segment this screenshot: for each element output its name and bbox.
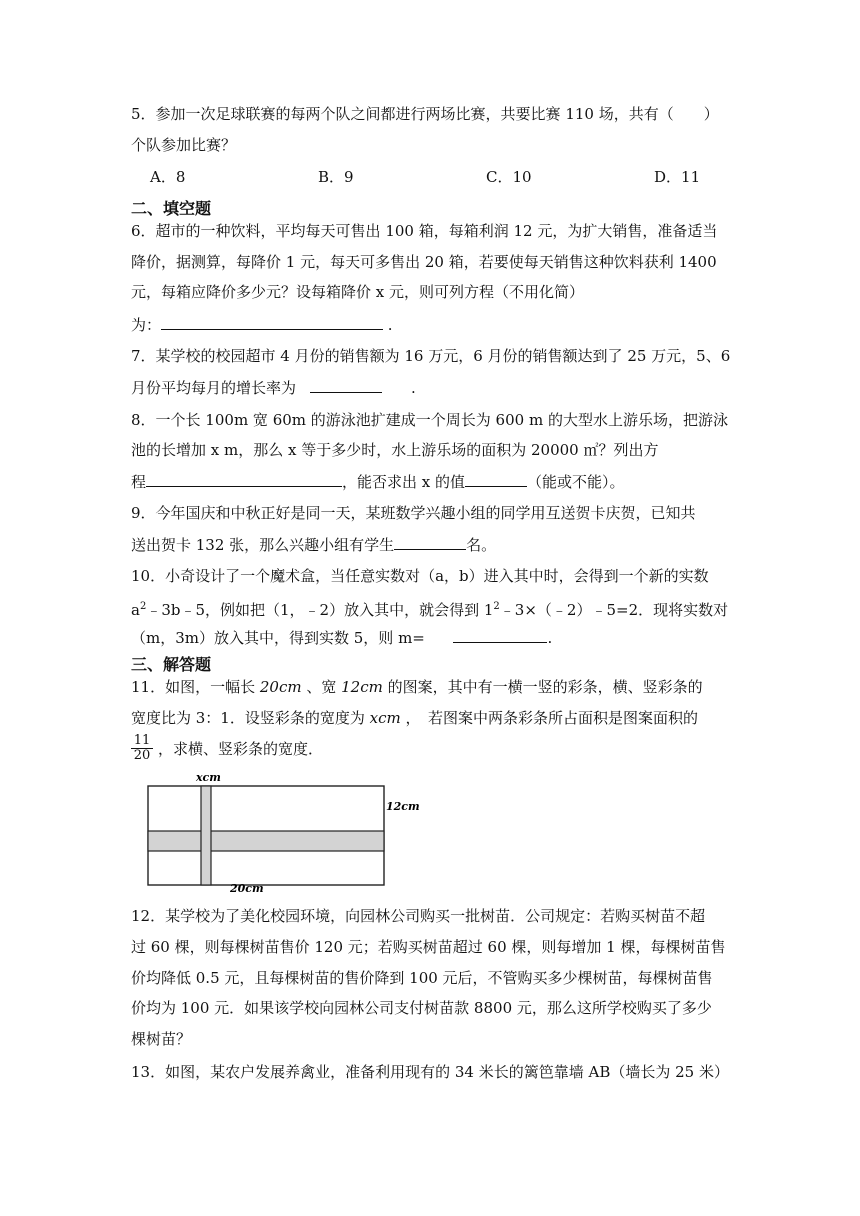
q11-text-b: 、宽 [301, 678, 342, 696]
q7-answer-prefix: 月份平均每月的增长率为 [131, 379, 297, 397]
q12-line-1: 12．某学校为了美化校园环境，向园林公司购买一批树苗．公司规定：若购买树苗不超 [131, 907, 706, 925]
q7-line-2 [131, 377, 416, 398]
q7-line-1: 7．某学校的校园超市 4 月份的销售额为 16 万元，6 月份的销售额达到了 25 万元，5、6 [131, 347, 731, 365]
q7-answer-blank[interactable] [310, 377, 382, 393]
q8-line-1: 8．一个长 100m 宽 60m 的游泳池扩建成一个周长为 600 m 的大型水上游乐场，把游泳 [131, 411, 728, 429]
section-heading-solutions: 三、解答题 [131, 655, 212, 674]
q11-fraction-numerator: 11 [131, 734, 153, 749]
figure-vertical-stripe [201, 786, 211, 885]
figure-label-20cm: 20cm [230, 882, 264, 895]
q12-line-2: 过 60 棵，则每棵树苗售价 120 元；若购买树苗超过 60 棵，则每增加 1 棵，每棵树苗售 [131, 938, 726, 956]
q7-answer-suffix: . [410, 379, 416, 397]
q6-line-1: 6．超市的一种饮料，平均每天可售出 100 箱，每箱利润 12 元，为扩大销售，准备适当 [131, 222, 718, 240]
q11-figure [140, 770, 420, 895]
q11-fraction [131, 734, 153, 763]
q8-answer-suffix: （能或不能）。 [527, 473, 625, 491]
q11-text-c: 的图案，其中有一横一竖的彩条，横、竖彩条的 [382, 678, 703, 696]
q10-exponent-1: 2 [139, 601, 147, 612]
q11-line-2 [131, 708, 698, 728]
q10-answer-suffix: . [547, 629, 553, 647]
q9-answer-blank[interactable] [394, 534, 466, 550]
figure-label-12cm: 12cm [386, 800, 420, 813]
q5-option-b: B．9 [318, 168, 354, 186]
q5-option-d: D．11 [654, 168, 701, 186]
q5-option-a: A．8 [150, 168, 186, 186]
q10-line-3 [131, 627, 552, 648]
section-heading-fill-in: 二、填空题 [131, 199, 212, 218]
q6-line-3: 元，每箱应降价多少元？设每箱降价 x 元，则可列方程（不用化简） [131, 283, 584, 301]
q9-line-1: 9．今年国庆和中秋正好是同一天，某班数学兴趣小组的同学用互送贺卡庆贺，已知共 [131, 504, 696, 522]
q6-answer-blank[interactable] [161, 314, 383, 330]
q10-answer-prefix: （m，3m）放入其中，得到实数 5，则 m= [131, 629, 425, 647]
q6-line-2: 降价，据测算，每降价 1 元，每天可多售出 20 箱，若要使每天销售这种饮料获利 1400 [131, 253, 717, 271]
q11-var-length: 20cm [259, 678, 302, 696]
q6-answer-suffix: . [387, 316, 393, 334]
q11-line-1 [131, 677, 703, 697]
q11-text-e: ， 若图案中两条彩条所占面积是图案面积的 [400, 709, 698, 727]
q10-text-c: ﹣3×（﹣2）﹣5=2．现将实数对 [499, 601, 729, 619]
q11-line-3: ，求横、竖彩条的宽度． [158, 740, 324, 758]
q11-text-d: 宽度比为 3：1．设竖彩条的宽度为 [131, 709, 370, 727]
q8-line-2: 池的长增加 x m，那么 x 等于多少时，水上游乐场的面积为 20000 ㎡？列出方 [131, 441, 659, 459]
q10-exponent-2: 2 [493, 601, 500, 612]
q13-line-1: 13．如图，某农户发展养禽业，准备利用现有的 34 米长的篱笆靠墙 AB（墙长为 25 米） [131, 1063, 729, 1081]
q11-var-x: xcm [369, 709, 401, 727]
q10-text-a: a [131, 601, 140, 619]
q5-line-2: 个队参加比赛？ [131, 136, 237, 154]
q9-answer-suffix: 名。 [466, 536, 497, 554]
q8-answer-mid: ，能否求出 x 的值 [342, 473, 466, 491]
q5-option-c: C．10 [486, 168, 532, 186]
q8-answer-prefix: 程 [131, 473, 147, 491]
q12-line-3: 价均降低 0.5 元，且每棵树苗的售价降到 100 元后，不管购买多少棵树苗，每棵树苗售 [131, 969, 713, 987]
q10-line-1: 10．小奇设计了一个魔术盒，当任意实数对（a，b）进入其中时，会得到一个新的实数 [131, 567, 709, 585]
q9-answer-prefix: 送出贺卡 132 张，那么兴趣小组有学生 [131, 536, 395, 554]
q8-line-3 [131, 471, 625, 492]
q11-var-width: 12cm [341, 678, 383, 696]
q6-line-4 [131, 314, 393, 335]
figure-label-xcm: xcm [196, 771, 221, 784]
q12-line-5: 棵树苗？ [131, 1030, 192, 1048]
q12-line-4: 价均为 100 元．如果该学校向园林公司支付树苗款 8800 元，那么这所学校购买了多少 [131, 999, 712, 1017]
q8-can-solve-blank[interactable] [465, 471, 527, 487]
q11-fraction-denominator: 20 [133, 748, 151, 763]
q9-line-2 [131, 534, 496, 555]
q10-answer-blank[interactable] [453, 627, 547, 643]
q10-line-2 [131, 597, 728, 620]
q11-text-a: 11．如图，一幅长 [131, 678, 260, 696]
q8-equation-blank[interactable] [146, 471, 342, 487]
q10-text-b: ﹣3b﹣5，例如把（1，﹣2）放入其中，就会得到 1 [146, 601, 494, 619]
q6-answer-prefix: 为： [131, 316, 162, 334]
q5-line-1: 5．参加一次足球联赛的每两个队之间都进行两场比赛，共要比赛 110 场，共有（ ） [131, 105, 719, 123]
figure-horizontal-stripe [148, 831, 384, 851]
